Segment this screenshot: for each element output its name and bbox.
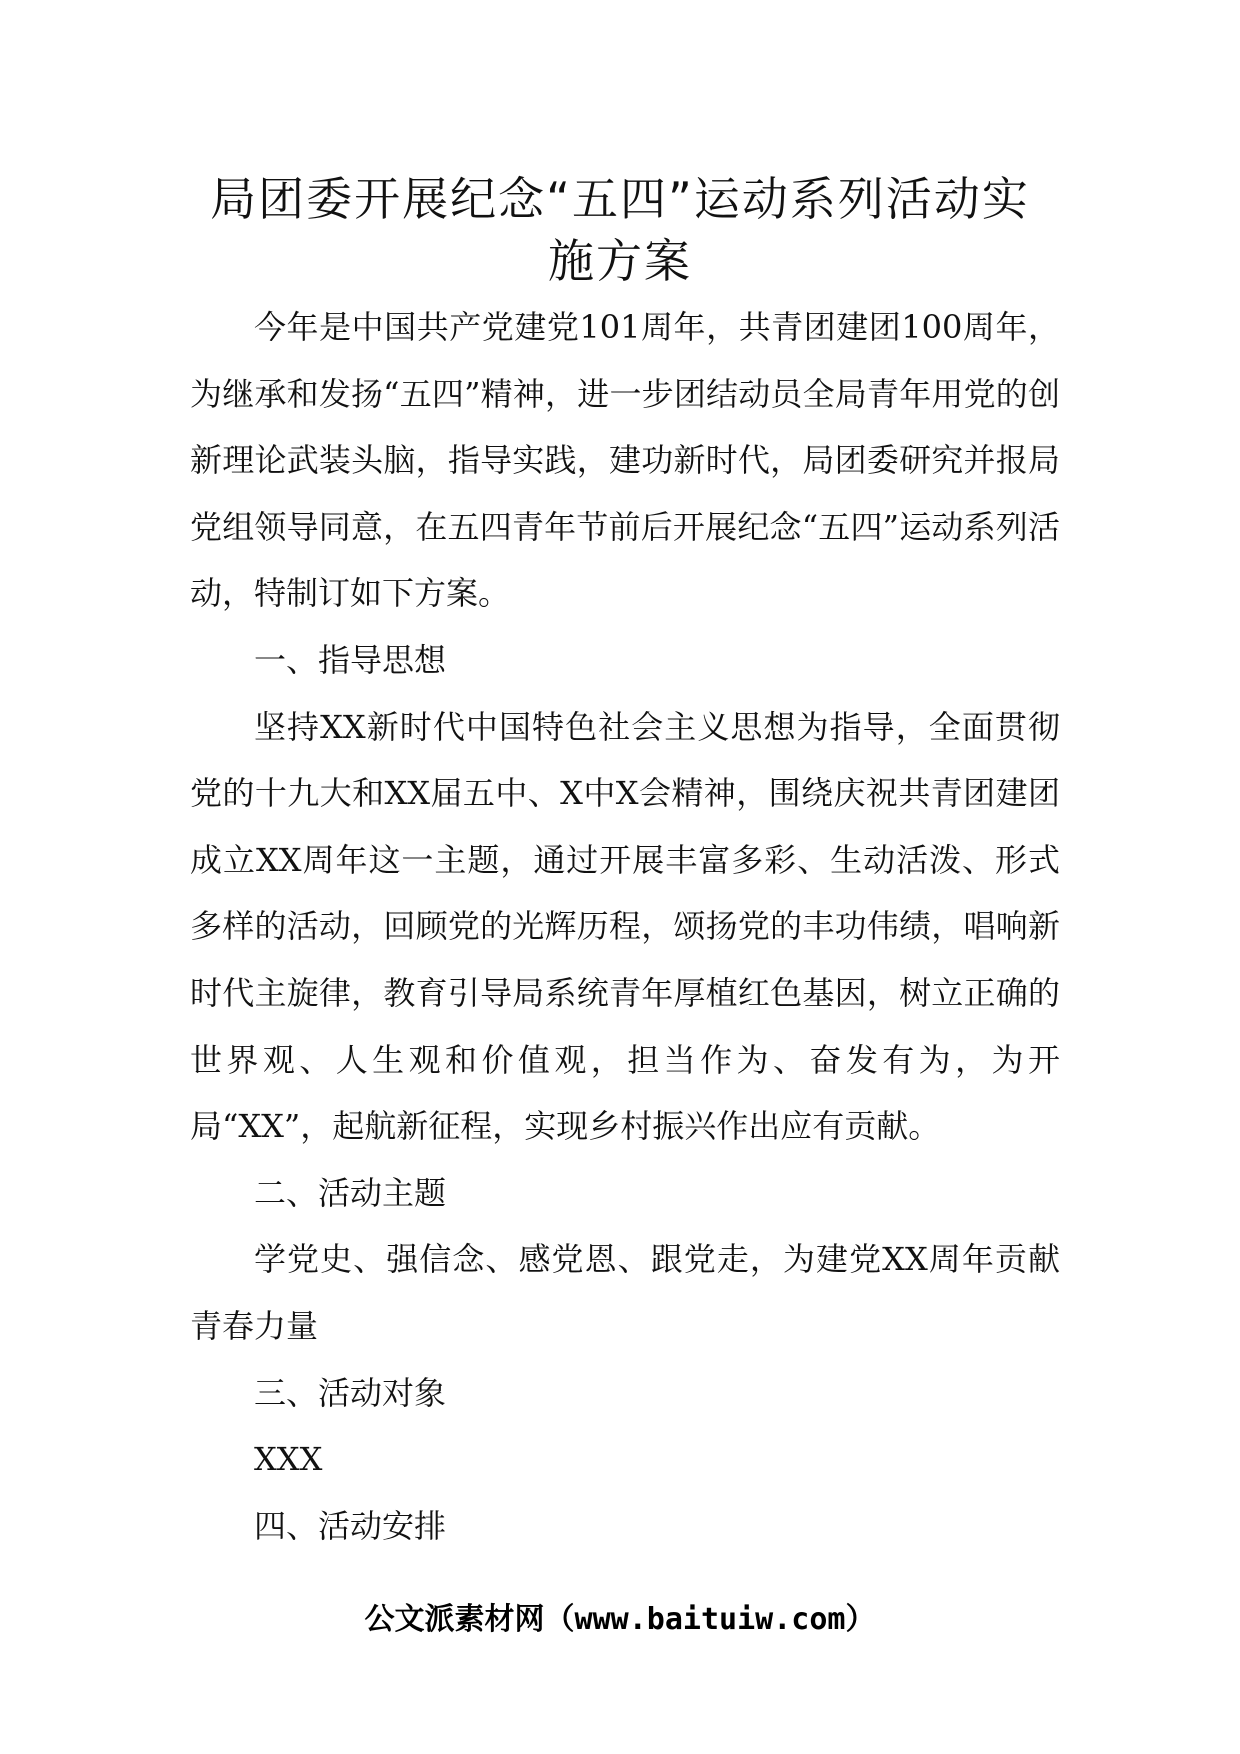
footer-watermark: 公文派素材网（www.baituiw.com）: [364, 1602, 876, 1637]
document-title: [190, 168, 1050, 292]
activity-theme-paragraph: 学党史、强信念、感党恩、跟党走，为建党XX周年贡献青春力量: [190, 1240, 1060, 1345]
section-heading-activity-target: 三、活动对象: [254, 1373, 447, 1412]
section-heading-activity-arrangement: 四、活动安排: [254, 1506, 447, 1545]
section-heading-activity-theme: 二、活动主题: [254, 1173, 447, 1212]
title-line-2: 施方案: [548, 234, 692, 288]
guiding-ideology-paragraph: 坚持XX新时代中国特色社会主义思想为指导，全面贯彻党的十九大和XX届五中、X中X会精神，围绕庆祝共青团建团成立XX周年这一主题，通过开展丰富多彩、生动活泼、形式多样的活动，回顾党的光辉历程，颂扬党的丰功伟绩，唱响新时代主旋律，教育引导局系统青年厚植红色基因，树立正确的世界观、人生观和价值观，担当作为、奋发有为，为开局“XX”，起航新征程，实现乡村振兴作出应有贡献。: [190, 707, 1060, 1146]
activity-target-paragraph: XXX: [254, 1440, 323, 1479]
title-line-1: 局团委开展纪念“五四”运动系列活动实: [210, 172, 1030, 226]
intro-paragraph: 今年是中国共产党建党101周年，共青团建团100周年，为继承和发扬“五四”精神，进一步团结动员全局青年用党的创新理论武装头脑，指导实践，建功新时代，局团委研究并报局党组领导同意，在五四青年节前后开展纪念“五四”运动系列活动，特制订如下方案。: [190, 308, 1060, 613]
section-heading-guiding-ideology: 一、指导思想: [254, 640, 447, 679]
document-body: [190, 294, 1060, 1559]
